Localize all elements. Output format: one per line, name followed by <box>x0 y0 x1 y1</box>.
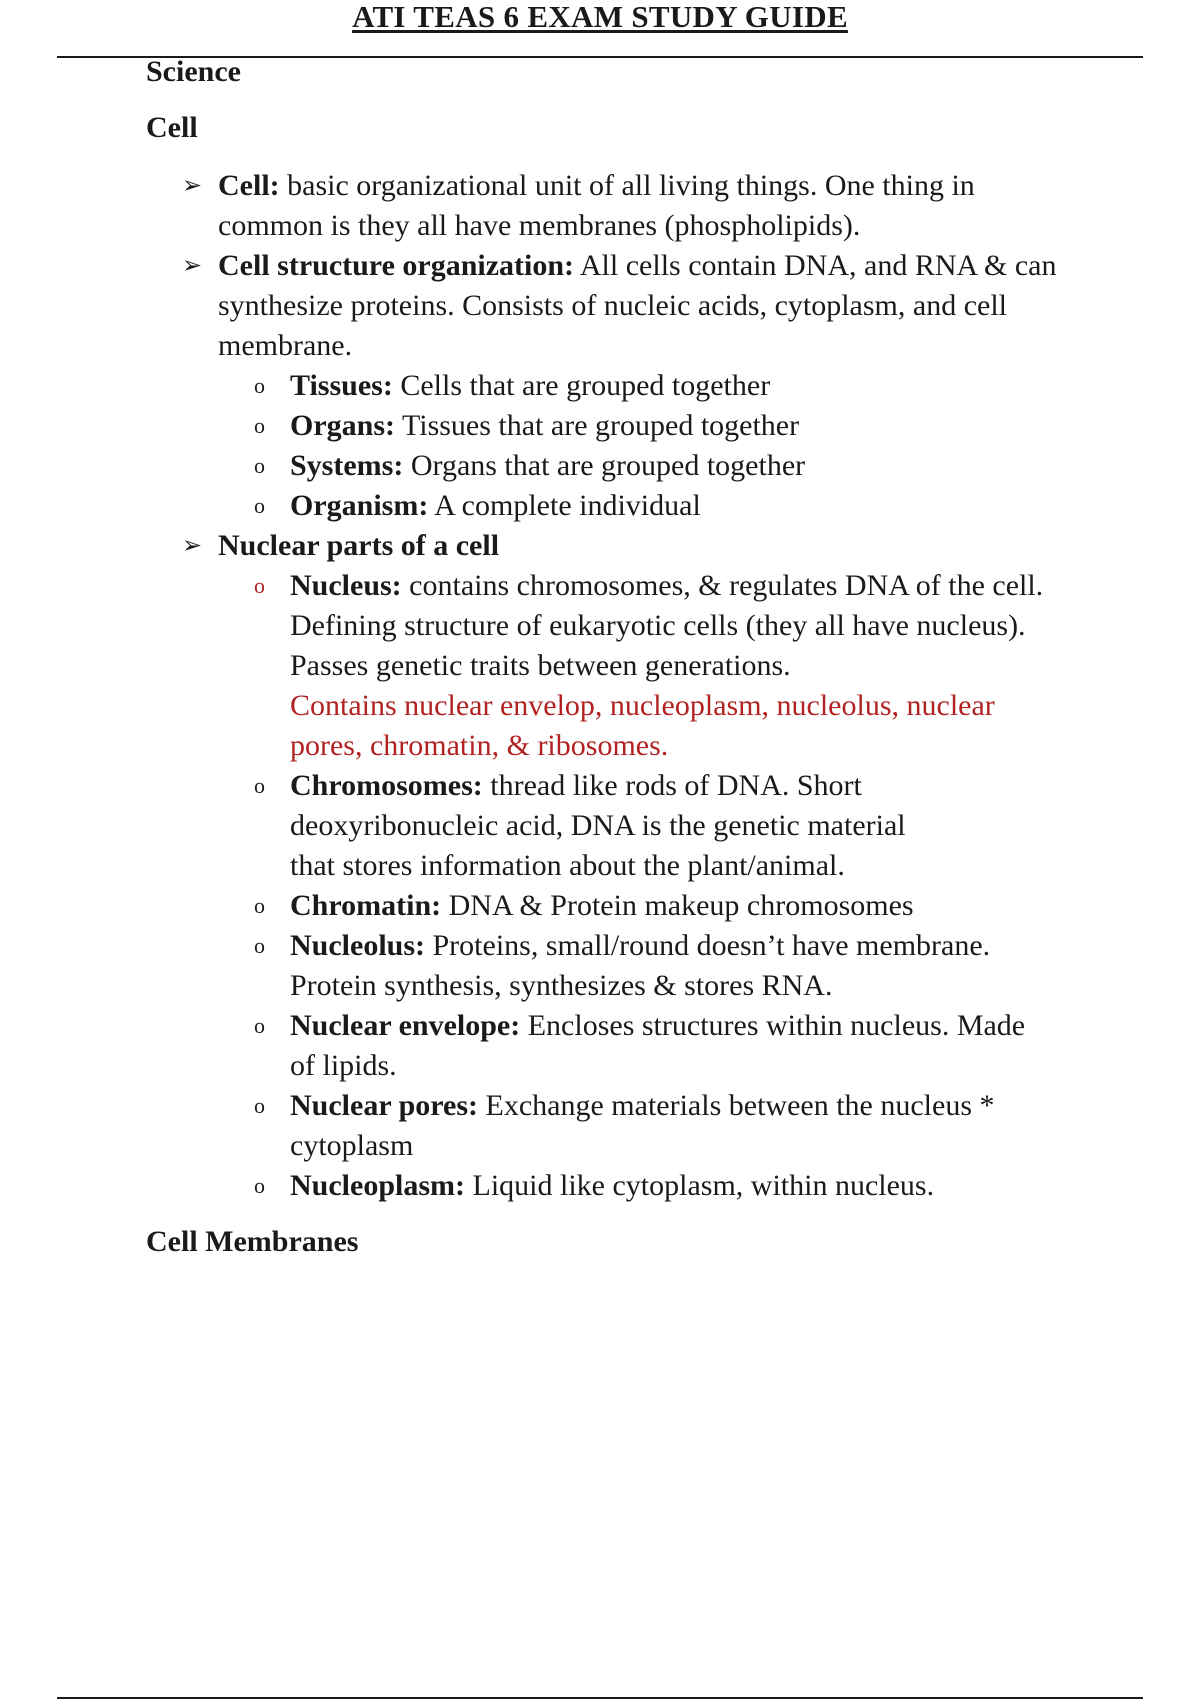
subitem-nuclear-envelope <box>254 1006 1054 1086</box>
definition-chromosomes-line1: thread like rods of DNA. Short <box>482 769 862 802</box>
term-organism: Organism: <box>290 489 429 522</box>
bullet-nuclear-parts <box>182 526 1062 566</box>
definition-nucleus: contains chromosomes, & regulates DNA of the cell. Defining structure of eukaryotic cells (they all have nucleus). Passes genetic traits between generations. <box>290 569 1044 682</box>
definition-cell: basic organizational unit of all living things. One thing in common is they all have membranes (phospholipids). <box>218 169 975 242</box>
term-cell: Cell: <box>218 169 280 202</box>
term-tissues: Tissues: <box>290 369 393 402</box>
circle-bullet-icon: o <box>254 453 265 478</box>
bullet-cell-structure <box>182 246 1062 366</box>
definition-cell-structure: All cells contain DNA, and RNA & can synthesize proteins. Consists of nucleic acids, cytoplasm, and cell membrane. <box>218 249 1057 362</box>
circle-bullet-icon: o <box>254 493 265 518</box>
term-organs: Organs: <box>290 409 395 442</box>
subitem-tissues <box>254 366 1054 406</box>
term-nucleolus: Nucleolus: <box>290 929 425 962</box>
circle-bullet-icon: o <box>254 773 265 798</box>
subsection-heading-cell: Cell <box>146 111 198 144</box>
term-nuclear-parts: Nuclear parts of a cell <box>218 529 500 562</box>
subitem-nucleoplasm <box>254 1166 1054 1206</box>
definition-chromosomes-line3: that stores information about the plant/animal. <box>290 849 845 882</box>
definition-nuclear-envelope: Encloses structures within nucleus. Made of lipids. <box>290 1009 1026 1082</box>
circle-bullet-icon: o <box>254 413 265 438</box>
term-chromosomes: Chromosomes: <box>290 769 483 802</box>
definition-tissues: Cells that are grouped together <box>392 369 771 402</box>
term-nucleus: Nucleus: <box>290 569 402 602</box>
subitem-nucleolus <box>254 926 1054 1006</box>
section-heading-science: Science <box>146 55 241 88</box>
subitem-organism <box>254 486 1054 526</box>
subitem-organs <box>254 406 1054 446</box>
definition-nucleolus: Proteins, small/round doesn’t have membrane. Protein synthesis, synthesizes & stores RNA. <box>290 929 991 1002</box>
subsection-heading-cell-membranes: Cell Membranes <box>146 1225 359 1258</box>
circle-bullet-icon: o <box>254 893 265 918</box>
circle-bullet-icon: o <box>254 373 265 398</box>
bullet-cell <box>182 166 1062 246</box>
term-chromatin: Chromatin: <box>290 889 442 922</box>
circle-bullet-icon: o <box>254 1173 265 1198</box>
definition-organism: A complete individual <box>428 489 701 522</box>
circle-bullet-icon: o <box>254 573 265 598</box>
term-cell-structure: Cell structure organization: <box>218 249 575 282</box>
arrow-bullet-icon: ➢ <box>182 173 203 199</box>
definition-organs: Tissues that are grouped together <box>395 409 800 442</box>
circle-bullet-icon: o <box>254 1013 265 1038</box>
arrow-bullet-icon: ➢ <box>182 253 203 279</box>
circle-bullet-icon: o <box>254 1093 265 1118</box>
definition-chromatin: DNA & Protein makeup chromosomes <box>441 889 914 922</box>
term-nuclear-envelope: Nuclear envelope: <box>290 1009 521 1042</box>
definition-nucleoplasm: Liquid like cytoplasm, within nucleus. <box>465 1169 935 1202</box>
footer-rule <box>57 1697 1143 1699</box>
subitem-chromatin <box>254 886 1054 926</box>
subitem-systems <box>254 446 1054 486</box>
nucleus-contents-note: Contains nuclear envelop, nucleoplasm, nucleolus, nuclear pores, chromatin, & ribosomes. <box>290 689 995 762</box>
circle-bullet-icon: o <box>254 933 265 958</box>
term-systems: Systems: <box>290 449 404 482</box>
definition-chromosomes-line2: deoxyribonucleic acid, DNA is the genetic material <box>290 809 906 842</box>
term-nucleoplasm: Nucleoplasm: <box>290 1169 465 1202</box>
subitem-chromosomes <box>254 766 1054 886</box>
definition-systems: Organs that are grouped together <box>403 449 806 482</box>
definition-nuclear-pores: Exchange materials between the nucleus * cytoplasm <box>290 1089 995 1162</box>
subitem-nuclear-pores <box>254 1086 1054 1166</box>
arrow-bullet-icon: ➢ <box>182 533 203 559</box>
subitem-nucleus <box>254 566 1054 766</box>
term-nuclear-pores: Nuclear pores: <box>290 1089 479 1122</box>
document-title: ATI TEAS 6 EXAM STUDY GUIDE <box>352 0 848 34</box>
